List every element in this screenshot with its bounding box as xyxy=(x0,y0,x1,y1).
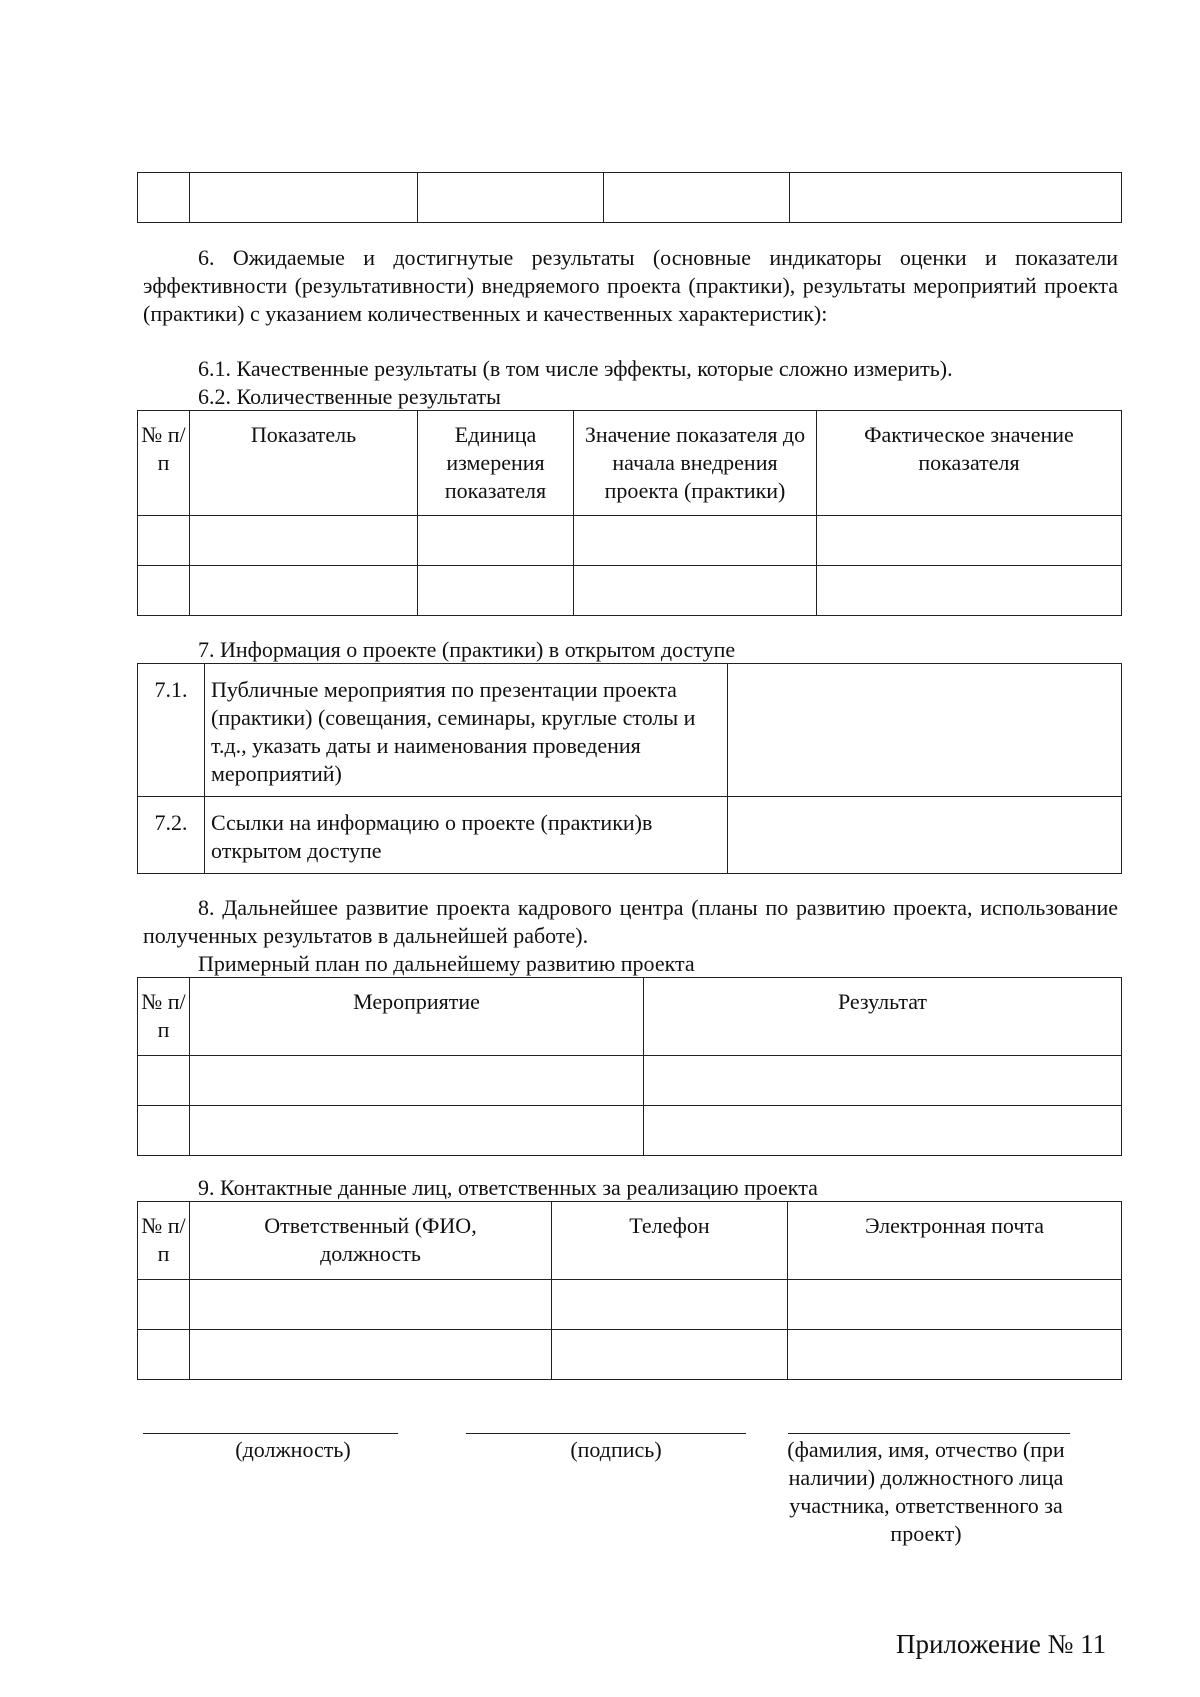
table-cell xyxy=(418,173,604,223)
position-signature-line xyxy=(143,1433,398,1434)
top-continued-table xyxy=(137,172,1122,223)
table-cell[interactable] xyxy=(788,1330,1122,1380)
table-header-row xyxy=(138,1202,1122,1280)
col-header-indicator: Показатель xyxy=(190,411,418,516)
table-cell[interactable] xyxy=(574,566,817,616)
table-cell[interactable] xyxy=(552,1330,788,1380)
table-cell[interactable] xyxy=(190,516,418,566)
col-header-num: № п/п xyxy=(138,1202,190,1280)
col-header-actual: Фактическое значение показателя xyxy=(817,411,1122,516)
section8-sub: Примерный план по дальнейшему развитию проекта xyxy=(198,951,695,976)
table-cell[interactable] xyxy=(138,1280,190,1330)
col-header-event: Мероприятие xyxy=(190,978,644,1056)
table-cell[interactable] xyxy=(138,516,190,566)
table-cell[interactable] xyxy=(728,797,1122,874)
table-cell[interactable] xyxy=(190,1056,644,1106)
col-header-num: № п/п xyxy=(138,411,190,516)
col-header-num: № п/п xyxy=(138,978,190,1056)
col-header-before: Значение показателя до начала внедрения проекта (практики) xyxy=(574,411,817,516)
signature-caption: (подпись) xyxy=(570,1437,662,1462)
table-row xyxy=(138,797,1122,874)
table-cell[interactable] xyxy=(190,1330,552,1380)
table-row xyxy=(138,664,1122,797)
section7-heading: 7. Информация о проекте (практики) в открытом доступе xyxy=(198,637,736,662)
table-cell xyxy=(790,173,1122,223)
table-row xyxy=(138,173,1122,223)
section6-sub2: 6.2. Количественные результаты xyxy=(198,384,501,409)
section9-heading: 9. Контактные данные лиц, ответственных за реализацию проекта xyxy=(198,1175,818,1200)
table-cell[interactable] xyxy=(138,1106,190,1156)
table-cell xyxy=(138,173,190,223)
table-cell[interactable] xyxy=(817,516,1122,566)
table-cell[interactable] xyxy=(817,566,1122,616)
appendix-label: Приложение № 11 xyxy=(896,1629,1107,1659)
table-cell xyxy=(190,173,418,223)
col-header-phone: Телефон xyxy=(552,1202,788,1280)
table-cell[interactable] xyxy=(138,1056,190,1106)
fullname-caption: (фамилия, имя, отчество (при наличии) должностного лица участника, ответственного за проект) xyxy=(787,1437,1065,1546)
table-cell[interactable] xyxy=(138,566,190,616)
table-row xyxy=(138,566,1122,616)
table-cell[interactable] xyxy=(418,566,574,616)
table-cell[interactable] xyxy=(190,1106,644,1156)
table-row xyxy=(138,516,1122,566)
development-plan-table xyxy=(137,977,1122,1156)
table-cell[interactable] xyxy=(788,1280,1122,1330)
row-number: 7.2. xyxy=(138,797,205,874)
table-cell[interactable] xyxy=(574,516,817,566)
table-cell[interactable] xyxy=(728,664,1122,797)
table-row xyxy=(138,1106,1122,1156)
row-description: Публичные мероприятия по презентации проекта (практики) (совещания, семинары, круглые столы и т.д., указать даты и наименования проведения мероприятий) xyxy=(205,664,728,797)
col-header-unit: Единица измерения показателя xyxy=(418,411,574,516)
table-row xyxy=(138,1330,1122,1380)
table-cell xyxy=(604,173,790,223)
table-cell[interactable] xyxy=(190,566,418,616)
table-cell[interactable] xyxy=(552,1280,788,1330)
table-cell[interactable] xyxy=(190,1280,552,1330)
table-header-row xyxy=(138,978,1122,1056)
row-number: 7.1. xyxy=(138,664,205,797)
signature-line xyxy=(466,1433,746,1434)
open-access-table xyxy=(137,663,1122,874)
table-cell[interactable] xyxy=(644,1106,1122,1156)
fullname-signature-line xyxy=(788,1433,1070,1434)
table-row xyxy=(138,1280,1122,1330)
table-cell[interactable] xyxy=(138,1330,190,1380)
table-header-row xyxy=(138,411,1122,516)
col-header-person: Ответственный (ФИО, должность xyxy=(190,1202,552,1280)
section6-sub1: 6.1. Качественные результаты (в том числе эффекты, которые сложно измерить). xyxy=(198,356,953,381)
table-cell[interactable] xyxy=(418,516,574,566)
section8-heading: 8. Дальнейшее развитие проекта кадрового центра (планы по развитию проекта, использование полученных результатов в дальнейшей работе). xyxy=(143,895,1118,948)
table-row xyxy=(138,1056,1122,1106)
contacts-table xyxy=(137,1201,1122,1380)
col-header-email: Электронная почта xyxy=(788,1202,1122,1280)
position-caption: (должность) xyxy=(235,1437,351,1462)
row-description: Ссылки на информацию о проекте (практики)в открытом доступе xyxy=(205,797,728,874)
section6-heading: 6. Ожидаемые и достигнутые результаты (основные индикаторы оценки и показатели эффективности (результативности) внедряемого проекта (практики), результаты мероприятий проекта (практики) с указанием количественных и качественных характеристик): xyxy=(143,245,1118,326)
col-header-result: Результат xyxy=(644,978,1122,1056)
quantitative-results-table xyxy=(137,410,1122,616)
table-cell[interactable] xyxy=(644,1056,1122,1106)
